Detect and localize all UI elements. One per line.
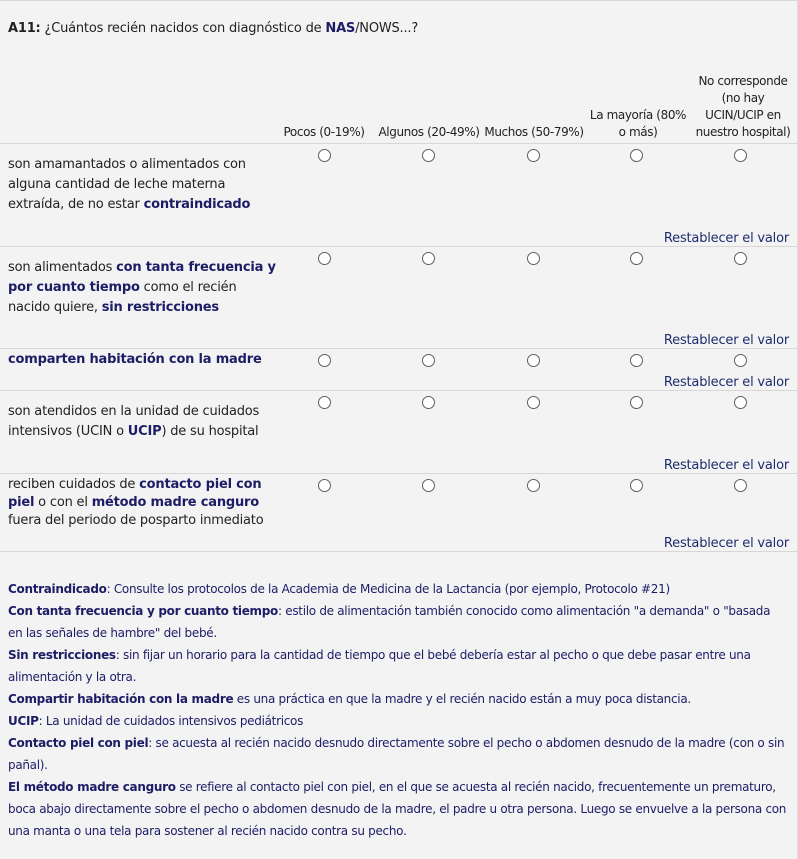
radio-row5-algunos[interactable]: [422, 479, 435, 492]
radio-row4-mayoria[interactable]: [630, 396, 643, 409]
divider: [0, 246, 798, 247]
question-highlight: NAS: [325, 21, 356, 36]
row-label-habitacion: [8, 350, 280, 370]
definition-term: Sin restricciones: [8, 648, 116, 662]
column-header-line: Algunos (20-49%): [378, 125, 480, 139]
radio-row3-no-corresponde[interactable]: [734, 354, 747, 367]
row-term: método madre canguro: [91, 495, 259, 510]
column-header-line: (no hay: [721, 91, 765, 105]
top-border: [0, 0, 798, 1]
radio-row5-no-corresponde[interactable]: [734, 479, 747, 492]
radio-row2-muchos[interactable]: [527, 252, 540, 265]
radio-row2-mayoria[interactable]: [630, 252, 643, 265]
divider: [0, 348, 798, 349]
row-label-frecuencia: [8, 258, 280, 318]
definition-text: es una práctica en que la madre y el recién nacido están a muy poca distancia.: [233, 692, 691, 706]
reset-value-button[interactable]: Restablecer el valor: [663, 333, 789, 348]
row-text: como el recién nacido quiere,: [8, 280, 237, 315]
definition-term: Contacto piel con piel: [8, 736, 149, 750]
row-text: son alimentados: [8, 260, 117, 275]
radio-row1-algunos[interactable]: [422, 149, 435, 162]
column-header-line: nuestro hospital): [695, 125, 791, 139]
definition-item: [8, 578, 788, 600]
row-term: con tanta frecuencia y por cuanto tiempo: [8, 260, 276, 295]
question-text-end: /NOWS...?: [355, 21, 419, 36]
radio-row2-pocos[interactable]: [318, 252, 331, 265]
definition-item: [8, 688, 788, 710]
definition-text: : estilo de alimentación también conocido como alimentación "a demanda" o "basada en las señales de hambre" del bebé.: [8, 604, 771, 640]
column-header-line: La mayoría (80%: [589, 108, 687, 122]
row-term: sin restricciones: [101, 300, 219, 315]
column-header-line: Muchos (50-79%): [484, 125, 584, 139]
divider: [0, 473, 798, 474]
radio-row3-muchos[interactable]: [527, 354, 540, 367]
row-text: ) de su hospital: [161, 424, 259, 439]
definition-item: [8, 644, 788, 688]
question-text: ¿Cuántos recién nacidos con diagnóstico de: [40, 21, 326, 36]
radio-row5-pocos[interactable]: [318, 479, 331, 492]
row-label-ucin: [8, 402, 280, 442]
definition-text: : La unidad de cuidados intensivos pediátricos: [38, 714, 304, 728]
definitions: [8, 578, 788, 842]
definition-item: [8, 776, 788, 842]
reset-value-button[interactable]: Restablecer el valor: [663, 375, 789, 390]
definition-term: Contraindicado: [8, 582, 107, 596]
column-header-no-corresponde: [691, 73, 795, 141]
definition-term: Compartir habitación con la madre: [8, 692, 234, 706]
divider: [0, 390, 798, 391]
row-term: contraindicado: [143, 197, 251, 212]
row-label-amamantados: [8, 155, 280, 215]
row-term: contacto piel con piel: [8, 477, 262, 510]
definition-term: UCIP: [8, 714, 39, 728]
definition-text: : se acuesta al recién nacido desnudo directamente sobre el pecho o abdomen desnudo de la madre (con o sin pañal).: [8, 736, 785, 772]
radio-row5-muchos[interactable]: [527, 479, 540, 492]
column-header-mayoria: [587, 107, 689, 141]
radio-row4-no-corresponde[interactable]: [734, 396, 747, 409]
definition-term: El método madre canguro: [8, 780, 176, 794]
question-title: [8, 21, 418, 36]
definition-text: se refiere al contacto piel con piel, en el que se acuesta al recién nacido, frecuentemente un prematuro, boca abajo directamente sobre el pecho o abdomen desnudo de la madre, el padre u otra persona. Luego se envuelve a la persona con una manta o una tela para sostener al recién nacido contra su pecho.: [8, 780, 787, 838]
definition-item: [8, 732, 788, 776]
radio-row4-muchos[interactable]: [527, 396, 540, 409]
column-header-pocos: [276, 124, 372, 141]
row-text: son amamantados o alimentados con alguna cantidad de leche materna extraída, de no estar: [8, 157, 246, 212]
reset-value-button[interactable]: Restablecer el valor: [663, 536, 789, 551]
definition-text: : sin fijar un horario para la cantidad de tiempo que el bebé debería estar al pecho o que debe pasar entre una alimentación y la otra.: [8, 648, 751, 684]
divider: [0, 143, 798, 144]
radio-row5-mayoria[interactable]: [630, 479, 643, 492]
row-text: o con el: [34, 495, 92, 510]
radio-row3-pocos[interactable]: [318, 354, 331, 367]
column-header-line: o más): [618, 125, 658, 139]
radio-row4-pocos[interactable]: [318, 396, 331, 409]
radio-row1-muchos[interactable]: [527, 149, 540, 162]
column-header-line: Pocos (0-19%): [283, 125, 365, 139]
divider: [0, 551, 798, 552]
reset-value-button[interactable]: Restablecer el valor: [663, 231, 789, 246]
radio-row1-mayoria[interactable]: [630, 149, 643, 162]
row-text: reciben cuidados de: [8, 477, 140, 492]
row-term: UCIP: [127, 424, 162, 439]
radio-row1-pocos[interactable]: [318, 149, 331, 162]
reset-value-button[interactable]: Restablecer el valor: [663, 458, 789, 473]
question-number: A11:: [8, 21, 41, 36]
radio-row3-mayoria[interactable]: [630, 354, 643, 367]
definition-item: [8, 710, 788, 732]
radio-row3-algunos[interactable]: [422, 354, 435, 367]
row-text: fuera del periodo de posparto inmediato: [8, 513, 264, 528]
row-term: comparten habitación con la madre: [8, 352, 262, 367]
radio-row1-no-corresponde[interactable]: [734, 149, 747, 162]
column-header-algunos: [377, 124, 481, 141]
row-label-piel-con-piel: [8, 476, 280, 530]
column-header-muchos: [482, 124, 586, 141]
radio-row2-algunos[interactable]: [422, 252, 435, 265]
column-header-line: UCIN/UCIP en: [705, 108, 781, 122]
definition-item: [8, 600, 788, 644]
radio-row2-no-corresponde[interactable]: [734, 252, 747, 265]
definition-term: Con tanta frecuencia y por cuanto tiempo: [8, 604, 278, 618]
row-text: son atendidos en la unidad de cuidados intensivos (UCIN o: [8, 404, 260, 439]
definition-text: : Consulte los protocolos de la Academia de Medicina de la Lactancia (por ejemplo, Protocolo #21): [106, 582, 670, 596]
column-header-line: No corresponde: [698, 74, 788, 88]
radio-row4-algunos[interactable]: [422, 396, 435, 409]
